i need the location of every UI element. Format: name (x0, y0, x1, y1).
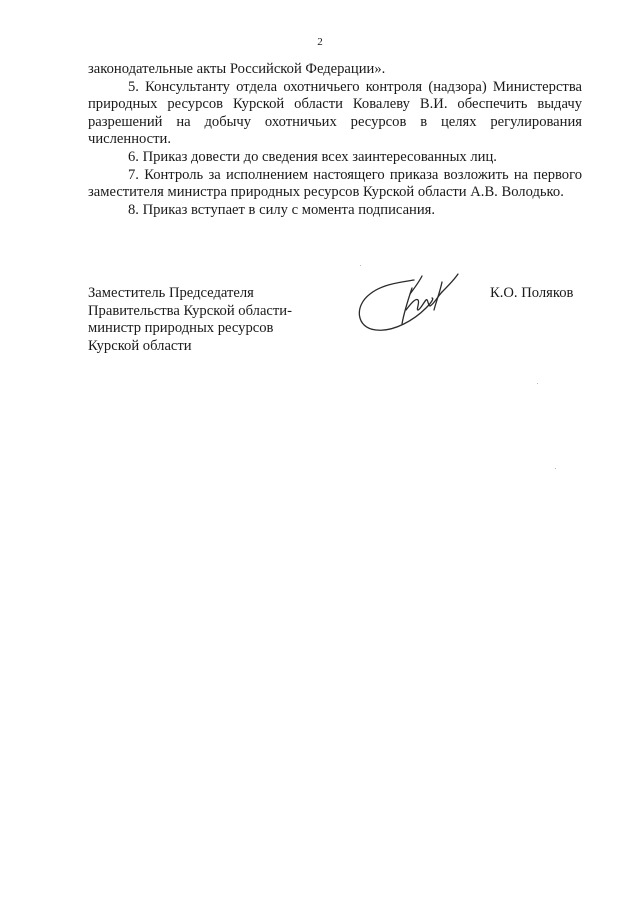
paragraph-item-8: 8. Приказ вступает в силу с момента подписания. (128, 201, 436, 218)
signatory-title (88, 285, 292, 356)
paragraph-item-7: 7. Контроль за исполнением настоящего приказа возложить на первого заместителя министра природных ресурсов Курской области А.В. Володько. (88, 166, 582, 201)
scan-speck (360, 265, 361, 266)
signatory-name: К.О. Поляков (490, 285, 574, 301)
scan-speck (537, 383, 538, 384)
paragraph-continuation: законодательные акты Российской Федерации». (88, 61, 386, 77)
signatory-title-line: Правительства Курской области- (88, 302, 292, 319)
scan-speck (555, 468, 556, 469)
handwritten-signature (348, 258, 468, 350)
page-number: 2 (317, 36, 323, 48)
document-body (88, 61, 582, 219)
signatory-title-line: Заместитель Председателя (88, 285, 254, 301)
signatory-title-line: Курской области (88, 338, 192, 355)
signatory-title-line: министр природных ресурсов (88, 320, 274, 337)
paragraph-item-5: 5. Консультанту отдела охотничьего контроля (надзора) Министерства природных ресурсов Курской области Ковалеву В.И. обеспечить выдачу разрешений на добычу охотничьих ресурсов в целях регулирования численности. (88, 78, 582, 148)
paragraph-item-6: 6. Приказ довести до сведения всех заинтересованных лиц. (128, 148, 497, 165)
